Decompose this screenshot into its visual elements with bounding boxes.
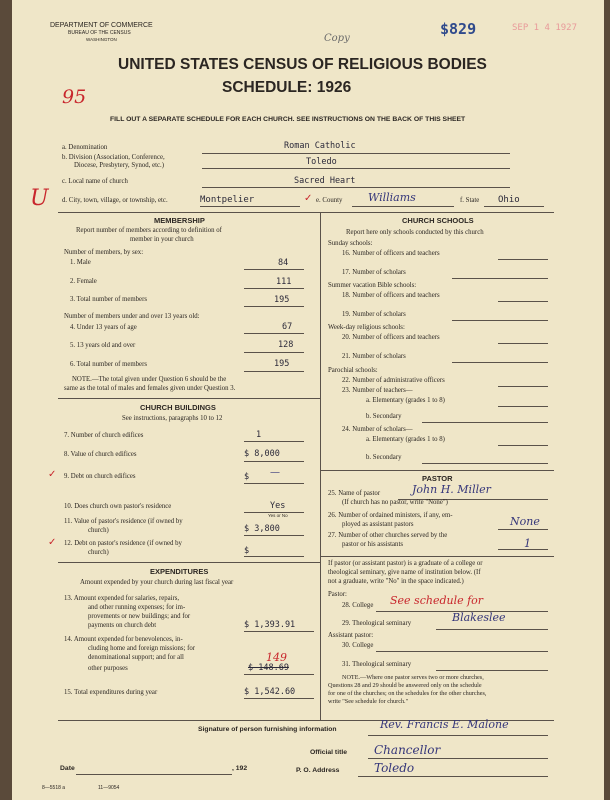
q24b-label: b. Secondary (366, 454, 402, 461)
q27-value: 1 (524, 537, 531, 550)
copy-note: Copy (324, 33, 350, 44)
q16-label: 16. Number of officers and teachers (342, 250, 440, 257)
q9-value: $ (244, 472, 250, 482)
q26-label-2: ployed as assistant pastors (342, 521, 414, 528)
q20-label: 20. Number of officers and teachers (342, 334, 440, 341)
form-number: 8—5518 a (42, 785, 66, 791)
grad-note-3: not a graduate, write "No" in the space indicated.) (328, 578, 464, 585)
q14-label-2: cluding home and foreign missions; for (88, 645, 196, 652)
q15-label: 15. Total expenditures during year (64, 689, 158, 696)
bureau-name: BUREAU OF THE CENSUS (68, 30, 131, 36)
pastor-heading: PASTOR (422, 474, 453, 483)
division-label: b. Division (Association, Conference, (62, 154, 165, 161)
q11-label: 11. Value of pastor's residence (if owned by (64, 518, 183, 525)
q13-value: $ 1,393.91 (244, 620, 296, 630)
schools-sub: Report here only schools conducted by this church (346, 229, 484, 236)
by-age-label: Number of members under and over 13 years old: (64, 313, 200, 320)
date-year: , 192 (232, 765, 248, 772)
q13-label-2: and other running expenses; for im- (88, 604, 186, 611)
q26-label: 26. Number of ordained ministers, if any, em- (328, 512, 453, 519)
county-label: e. County (316, 197, 343, 204)
address-value: Toledo (374, 761, 415, 775)
q28-value: See schedule for (390, 594, 484, 607)
buildings-heading: CHURCH BUILDINGS (140, 403, 216, 412)
q5-label: 5. 13 years old and over (70, 342, 136, 349)
division-value: Toledo (306, 157, 337, 167)
q5-value: 128 (278, 340, 294, 350)
q27-label: 27. Number of other churches served by the (328, 532, 448, 539)
q3-label: 3. Total number of members (70, 296, 147, 303)
q1-label: 1. Male (70, 259, 91, 266)
official-title-label: Official title (310, 749, 348, 756)
denomination-value: Roman Catholic (284, 141, 356, 151)
local-name-label: c. Local name of church (62, 178, 128, 185)
city-label: d. City, town, village, or township, etc. (62, 197, 168, 204)
q1-value: 84 (278, 258, 289, 268)
pastor-note-2: Questions 28 and 29 should be answered only on the schedule (328, 682, 482, 689)
date-label: Date (60, 765, 75, 772)
q12-check: ✓ (48, 537, 57, 548)
q29-value: Blakeslee (452, 611, 506, 624)
q9-label: 9. Debt on church edifices (64, 473, 136, 480)
q9-dash: — (270, 467, 280, 478)
q14-red-note: 149 (266, 651, 287, 664)
expenditures-heading: EXPENDITURES (150, 567, 209, 576)
q24-label: 24. Number of scholars— (342, 426, 413, 433)
q26-value: None (510, 515, 540, 528)
q25-note: (If church has no pastor, write "None") (342, 499, 448, 506)
q23b-label: b. Secondary (366, 413, 402, 420)
grad-note: If pastor (or assistant pastor) is a graduate of a college or (328, 560, 483, 567)
division-label-2: Diocese, Presbytery, Synod, etc.) (74, 162, 164, 169)
signature-label: Signature of person furnishing information (198, 726, 337, 733)
membership-note-2: same as the total of males and females given under Question 3. (64, 385, 236, 392)
q12-label-2: church) (88, 549, 109, 556)
q15-value: $ 1,542.60 (244, 687, 296, 697)
q7-label: 7. Number of church edifices (64, 432, 144, 439)
q2-label: 2. Female (70, 278, 97, 285)
q17-label: 17. Number of scholars (342, 269, 406, 276)
q11-value: $ 3,800 (244, 524, 280, 534)
form-subtitle: SCHEDULE: 1926 (222, 79, 352, 96)
q31-label: 31. Theological seminary (342, 661, 412, 668)
q9-check: ✓ (48, 469, 57, 480)
q4-label: 4. Under 13 years of age (70, 324, 137, 331)
q28-label: 28. College (342, 602, 374, 609)
denomination-label: a. Denomination (62, 144, 108, 151)
serial-number: $829 (440, 20, 477, 38)
q14-label: 14. Amount expended for benevolences, in- (64, 636, 183, 643)
q13-label-3: provements or new buildings; and for (88, 613, 191, 620)
schools-heading: CHURCH SCHOOLS (402, 216, 474, 225)
check-mark: ✓ (304, 193, 313, 204)
yes-no-hint: Yes or No (268, 513, 288, 518)
q14-label-4: other purposes (88, 665, 128, 672)
q6-value: 195 (274, 359, 290, 369)
membership-note: NOTE.—The total given under Question 6 should be the (72, 376, 227, 383)
membership-intro: Report number of members according to definition of (76, 227, 222, 234)
q8-value: $ 8,000 (244, 449, 280, 459)
q23-label: 23. Number of teachers— (342, 387, 413, 394)
official-title-value: Chancellor (374, 743, 441, 757)
q8-label: 8. Value of church edifices (64, 451, 137, 458)
red-mark: U (30, 186, 49, 211)
q7-value: 1 (256, 430, 262, 440)
q29-label: 29. Theological seminary (342, 620, 412, 627)
city-value: Montpelier (200, 195, 255, 205)
q13-label-4: payments on church debt (88, 622, 157, 629)
county-value: Williams (368, 191, 416, 204)
form-number-2: 11—9054 (98, 785, 120, 791)
summer-label: Summer vacation Bible schools: (328, 282, 417, 289)
pastor-note-3: for one of the churches; on the schedules for the other churches, (328, 690, 487, 697)
parochial-label: Parochial schools: (328, 367, 378, 374)
pastor-note-4: write "See schedule for church." (328, 698, 409, 705)
q23a-label: a. Elementary (grades 1 to 8) (366, 397, 445, 404)
by-sex-label: Number of members, by sex: (64, 249, 144, 256)
sunday-label: Sunday schools: (328, 240, 373, 247)
q22-label: 22. Number of administrative officers (342, 377, 445, 384)
q25-label: 25. Name of pastor (328, 490, 381, 497)
local-name-value: Sacred Heart (294, 176, 356, 186)
form-instruction: FILL OUT A SEPARATE SCHEDULE FOR EACH CHURCH. SEE INSTRUCTIONS ON THE BACK OF THIS SHEET (110, 116, 466, 123)
q27-label-2: pastor or his assistants (342, 541, 403, 548)
q19-label: 19. Number of scholars (342, 311, 406, 318)
q3-value: 195 (274, 295, 290, 305)
red-number: 95 (62, 86, 87, 108)
q12-value: $ (244, 546, 250, 556)
weekday-label: Week-day religious schools: (328, 324, 405, 331)
q2-value: 111 (276, 277, 292, 287)
expenditures-sub: Amount expended by your church during last fiscal year (80, 579, 234, 586)
q10-value: Yes (270, 501, 286, 511)
address-label: P. O. Address (296, 767, 340, 774)
q10-label: 10. Does church own pastor's residence (64, 503, 172, 510)
q13-label: 13. Amount expended for salaries, repairs, (64, 595, 180, 602)
pastor-note: NOTE.—Where one pastor serves two or more churches, (342, 674, 484, 681)
grad-note-2: theological seminary, give name of institution below. (If (328, 569, 481, 576)
pastor-sublabel: Pastor: (328, 591, 347, 598)
q6-label: 6. Total number of members (70, 361, 147, 368)
q30-label: 30. College (342, 642, 374, 649)
q12-label: 12. Debt on pastor's residence (if owned by (64, 540, 182, 547)
q21-label: 21. Number of scholars (342, 353, 406, 360)
buildings-sub: See instructions, paragraphs 10 to 12 (122, 415, 223, 422)
bureau-city: WASHINGTON (86, 37, 117, 42)
membership-intro-2: member in your church (130, 236, 194, 243)
q14-value: $ 148.69 (248, 663, 289, 673)
q11-label-2: church) (88, 527, 109, 534)
state-value: Ohio (498, 195, 520, 205)
form-title: UNITED STATES CENSUS OF RELIGIOUS BODIES (118, 56, 487, 73)
received-stamp: SEP 1 4 1927 (512, 23, 578, 33)
q24a-label: a. Elementary (grades 1 to 8) (366, 436, 445, 443)
signature-value: Rev. Francis E. Malone (380, 718, 509, 731)
assistant-sublabel: Assistant pastor: (328, 632, 374, 639)
census-schedule-sheet (12, 0, 604, 800)
q18-label: 18. Number of officers and teachers (342, 292, 440, 299)
q4-value: 67 (282, 322, 293, 332)
state-label: f. State (460, 197, 480, 204)
q14-label-3: denominational support; and for all (88, 654, 184, 661)
dept-name: DEPARTMENT OF COMMERCE (50, 22, 153, 29)
membership-heading: MEMBERSHIP (154, 216, 205, 225)
q25-value: John H. Miller (412, 483, 491, 496)
